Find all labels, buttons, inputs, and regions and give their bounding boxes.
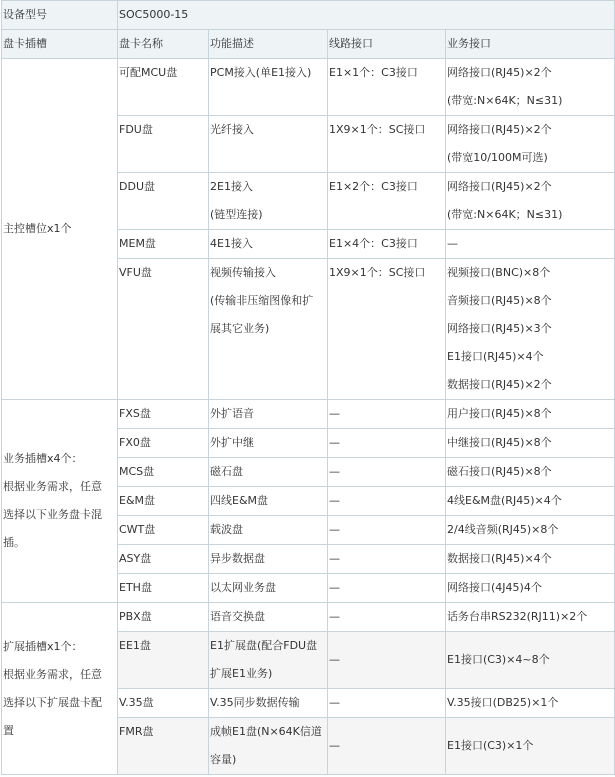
col-header-business-interface: 业务接口	[446, 30, 615, 59]
cell-line: V.35接口(DB25)×1个	[447, 696, 559, 709]
card-name-cell: MCS盘	[118, 458, 209, 487]
cell-line: 展其它业务)	[210, 322, 270, 335]
cell-line: 2/4线音频(RJ45)×8个	[447, 523, 559, 536]
cell-line: 成帧E1盘(N×64K信道	[210, 725, 322, 738]
cell-line: 四线E&M盘	[210, 494, 269, 507]
cell-line: 容量)	[210, 753, 237, 766]
line-interface-cell	[328, 632, 446, 689]
card-name-cell: CWT盘	[118, 516, 209, 545]
line-interface-cell	[328, 603, 446, 632]
function-cell	[209, 545, 328, 574]
col-header-slot: 盘卡插槽	[2, 30, 118, 59]
card-name-cell: VFU盘	[118, 259, 209, 400]
cell-line: (带宽:N×64K；N≤31)	[447, 94, 563, 107]
cell-line: E1接口(C3)×4~8个	[447, 653, 550, 666]
function-cell	[209, 429, 328, 458]
business-interface-cell	[446, 545, 615, 574]
line-interface-cell	[328, 173, 446, 230]
cell-line: —	[329, 465, 340, 478]
function-cell	[209, 516, 328, 545]
cell-line: E1×2个：C3接口	[329, 180, 418, 193]
line-interface-cell	[328, 545, 446, 574]
cell-line: 异步数据盘	[210, 552, 265, 565]
cell-line: 载波盘	[210, 523, 243, 536]
function-cell	[209, 259, 328, 400]
function-cell	[209, 59, 328, 116]
business-interface-cell	[446, 632, 615, 689]
cell-line: 选择以下扩展盘卡配	[3, 695, 102, 709]
business-interface-cell	[446, 603, 615, 632]
card-name-cell: ASY盘	[118, 545, 209, 574]
function-cell	[209, 718, 328, 775]
line-interface-cell	[328, 574, 446, 603]
line-interface-cell	[328, 689, 446, 718]
cell-line: 磁石盘	[210, 465, 243, 478]
cell-line: 数据接口(RJ45)×2个	[447, 378, 552, 391]
business-interface-cell	[446, 230, 615, 259]
cell-line: —	[329, 653, 340, 666]
line-interface-cell	[328, 230, 446, 259]
col-header-line-interface: 线路接口	[328, 30, 446, 59]
cell-line: 以太网业务盘	[210, 581, 276, 594]
cell-line: 1X9×1个：SC接口	[329, 266, 426, 279]
cell-line: (带宽:N×64K；N≤31)	[447, 208, 563, 221]
table-row	[2, 603, 615, 632]
line-interface-cell	[328, 487, 446, 516]
cell-line: 数据接口(RJ45)×4个	[447, 552, 552, 565]
business-interface-cell	[446, 689, 615, 718]
cell-line: 插。	[3, 536, 25, 549]
card-name-cell: 可配MCU盘	[118, 59, 209, 116]
cell-line: 网络接口(4J45)4个	[447, 581, 542, 594]
business-interface-cell	[446, 259, 615, 400]
cell-line: 置	[3, 723, 14, 737]
business-interface-cell	[446, 718, 615, 775]
function-cell	[209, 230, 328, 259]
function-cell	[209, 116, 328, 173]
cell-line: (传输非压缩图像和扩	[210, 294, 314, 307]
line-interface-cell	[328, 429, 446, 458]
cell-line: (链型连接)	[210, 208, 263, 221]
cell-line: 外扩中继	[210, 436, 254, 449]
cell-line: 选择以下业务盘卡混	[3, 508, 102, 521]
cell-line: E1×1个：C3接口	[329, 66, 418, 79]
slot-group-cell	[2, 400, 118, 603]
cell-line: 网络接口(RJ45)×2个	[447, 180, 552, 193]
cell-line: 扩展E1业务)	[210, 667, 273, 680]
cell-line: —	[329, 610, 340, 623]
line-interface-cell	[328, 718, 446, 775]
cell-line: —	[329, 407, 340, 420]
cell-line: E1扩展盘(配合FDU盘	[210, 639, 318, 652]
cell-line: PCM接入(单E1接入)	[210, 66, 312, 79]
col-header-name: 盘卡名称	[118, 30, 209, 59]
cell-line: 4E1接入	[210, 237, 253, 250]
business-interface-cell	[446, 173, 615, 230]
card-name-cell: PBX盘	[118, 603, 209, 632]
cell-line: (带宽10/100M可选)	[447, 151, 548, 164]
column-header-row	[2, 30, 615, 59]
cell-line: 1X9×1个：SC接口	[329, 123, 426, 136]
function-cell	[209, 574, 328, 603]
cell-line: —	[329, 494, 340, 507]
function-cell	[209, 458, 328, 487]
cell-line: —	[329, 581, 340, 594]
cell-line: 用户接口(RJ45)×8个	[447, 407, 552, 420]
business-interface-cell	[446, 516, 615, 545]
card-name-cell: EE1盘	[118, 632, 209, 689]
card-name-cell: FDU盘	[118, 116, 209, 173]
cell-line: 业务插槽x4个：	[3, 452, 83, 465]
cell-line: —	[329, 739, 340, 752]
slot-group-cell	[2, 59, 118, 400]
cell-line: E1接口(C3)×1个	[447, 739, 534, 752]
cell-line: 话务台串RS232(RJ11)×2个	[447, 610, 588, 623]
cell-line: 网络接口(RJ45)×3个	[447, 322, 552, 335]
function-cell	[209, 487, 328, 516]
cell-line: —	[329, 696, 340, 709]
function-cell	[209, 400, 328, 429]
business-interface-cell	[446, 116, 615, 173]
spec-table	[1, 0, 615, 775]
cell-line: 中继接口(RJ45)×8个	[447, 436, 552, 449]
card-name-cell: MEM盘	[118, 230, 209, 259]
cell-line: 网络接口(RJ45)×2个	[447, 123, 552, 136]
business-interface-cell	[446, 574, 615, 603]
line-interface-cell	[328, 458, 446, 487]
cell-line: —	[447, 237, 458, 250]
model-value: SOC5000-15	[118, 1, 615, 30]
cell-line: 视频传输接入	[210, 266, 276, 279]
line-interface-cell	[328, 516, 446, 545]
function-cell	[209, 173, 328, 230]
cell-line: 4线E&M盘(RJ45)×4个	[447, 494, 562, 507]
line-interface-cell	[328, 116, 446, 173]
business-interface-cell	[446, 487, 615, 516]
business-interface-cell	[446, 59, 615, 116]
line-interface-cell	[328, 259, 446, 400]
cell-line: 2E1接入	[210, 180, 253, 193]
cell-line: 主控槽位x1个	[3, 222, 72, 235]
cell-line: 光纤接入	[210, 123, 254, 136]
cell-line: 根据业务需求，任意	[3, 667, 102, 681]
cell-line: 外扩语音	[210, 407, 254, 420]
cell-line: V.35同步数据传输	[210, 696, 300, 709]
table-row	[2, 400, 615, 429]
col-header-function: 功能描述	[209, 30, 328, 59]
business-interface-cell	[446, 429, 615, 458]
card-name-cell: E&M盘	[118, 487, 209, 516]
function-cell	[209, 603, 328, 632]
cell-line: —	[329, 523, 340, 536]
card-name-cell: FX0盘	[118, 429, 209, 458]
cell-line: 根据业务需求，任意	[3, 480, 102, 493]
cell-line: —	[329, 436, 340, 449]
model-row	[2, 1, 615, 30]
line-interface-cell	[328, 400, 446, 429]
cell-line: 视频接口(BNC)×8个	[447, 266, 551, 279]
cell-line: E1×4个：C3接口	[329, 237, 418, 250]
cell-line: 语音交换盘	[210, 610, 265, 623]
cell-line: E1接口(RJ45)×4个	[447, 350, 544, 363]
cell-line: 网络接口(RJ45)×2个	[447, 66, 552, 79]
function-cell	[209, 632, 328, 689]
card-name-cell: V.35盘	[118, 689, 209, 718]
slot-group-cell	[2, 603, 118, 775]
cell-line: 磁石接口(RJ45)×8个	[447, 465, 552, 478]
card-name-cell: FMR盘	[118, 718, 209, 775]
card-name-cell: DDU盘	[118, 173, 209, 230]
line-interface-cell	[328, 59, 446, 116]
function-cell	[209, 689, 328, 718]
cell-line: —	[329, 552, 340, 565]
table-row	[2, 59, 615, 116]
cell-line: 音频接口(RJ45)×8个	[447, 294, 552, 307]
business-interface-cell	[446, 400, 615, 429]
model-label: 设备型号	[2, 1, 118, 30]
card-name-cell: FXS盘	[118, 400, 209, 429]
business-interface-cell	[446, 458, 615, 487]
cell-line: 扩展插槽x1个：	[3, 639, 83, 653]
card-name-cell: ETH盘	[118, 574, 209, 603]
